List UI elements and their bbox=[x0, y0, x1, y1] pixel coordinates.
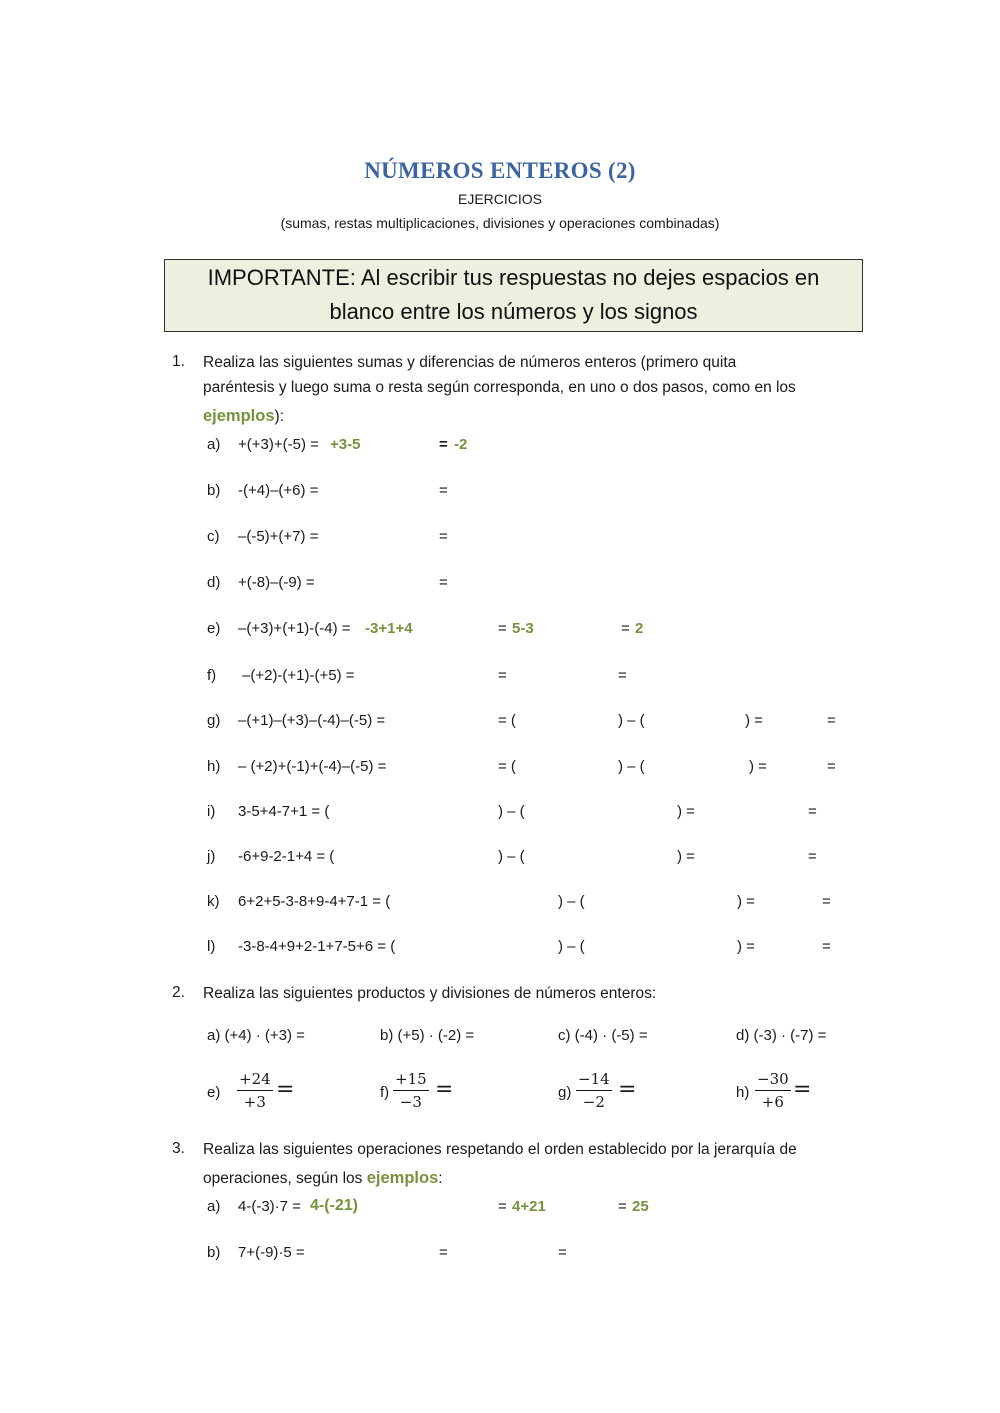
q1-b-expr: -(+4)–(+6) = bbox=[238, 482, 319, 499]
q1-examples-word: ejemplos bbox=[203, 407, 275, 425]
q1-k-part-2: ) – ( bbox=[558, 893, 585, 910]
q3-line-2 bbox=[203, 1166, 443, 1191]
q1-e-answer-2: 5-3 bbox=[512, 620, 534, 637]
q3-a-answer-2: 4+21 bbox=[512, 1198, 546, 1215]
q2-div-e-equals: = bbox=[276, 1077, 295, 1102]
q1-l-part-3: ) = bbox=[737, 938, 755, 955]
q2-div-f-numerator: +15 bbox=[393, 1070, 429, 1091]
q3-a-equals-1: = bbox=[498, 1198, 507, 1215]
q1-g-expr: –(+1)–(+3)–(-4)–(-5) = bbox=[238, 712, 386, 729]
q1-d-equals: = bbox=[439, 574, 448, 591]
q1-j-part-4: = bbox=[808, 848, 817, 865]
q1-l-part-2: ) – ( bbox=[558, 938, 585, 955]
q1-j-part-3: ) = bbox=[677, 848, 695, 865]
q1-h-label: h) bbox=[207, 758, 221, 775]
q1-j-expr: -6+9-2-1+4 = ( bbox=[238, 848, 335, 865]
q1-i-part-4: = bbox=[808, 803, 817, 820]
q2-product-a: a) (+4) · (+3) = bbox=[207, 1027, 305, 1044]
q1-i-part-2: ) – ( bbox=[498, 803, 525, 820]
q1-g-part-3: ) = bbox=[745, 712, 763, 729]
q2-number: 2. bbox=[172, 984, 185, 1001]
q2-text: Realiza las siguientes productos y divisiones de números enteros: bbox=[203, 985, 657, 1002]
q1-e-equals-2: = bbox=[621, 620, 630, 637]
q1-c-label: c) bbox=[207, 528, 220, 545]
q1-g-part-1: = ( bbox=[498, 712, 516, 729]
q1-k-label: k) bbox=[207, 893, 220, 910]
q2-product-d: d) (-3) · (-7) = bbox=[736, 1027, 827, 1044]
important-line-1: IMPORTANTE: Al escribir tus respuestas no dejes espacios en bbox=[207, 265, 820, 290]
q1-a-answer-1: +3-5 bbox=[330, 436, 361, 453]
q1-i-expr: 3-5+4-7+1 = ( bbox=[238, 803, 330, 820]
q2-div-f-label: f) bbox=[380, 1084, 390, 1101]
q2-product-c: c) (-4) · (-5) = bbox=[558, 1027, 648, 1044]
q3-a-expr: 4-(-3)·7 = bbox=[238, 1198, 301, 1215]
q3-b-expr: 7+(-9)·5 = bbox=[238, 1244, 305, 1261]
q2-div-h-numerator: −30 bbox=[755, 1070, 791, 1091]
q2-product-b: b) (+5) · (-2) = bbox=[380, 1027, 475, 1044]
q1-h-part-1: = ( bbox=[498, 758, 516, 775]
q2-div-e-fraction bbox=[237, 1070, 273, 1111]
important-notice bbox=[164, 259, 863, 332]
q1-d-expr: +(-8)–(-9) = bbox=[238, 574, 315, 591]
q2-div-g-label: g) bbox=[558, 1084, 572, 1101]
q1-k-expr: 6+2+5-3-8+9-4+7-1 = ( bbox=[238, 893, 391, 910]
subtitle-description: (sumas, restas multiplicaciones, divisiones y operaciones combinadas) bbox=[280, 215, 720, 231]
q1-k-part-4: = bbox=[822, 893, 831, 910]
q2-div-g-denominator: −2 bbox=[582, 1093, 605, 1111]
q1-h-part-2: ) – ( bbox=[618, 758, 645, 775]
q3-line-2-end: : bbox=[438, 1170, 443, 1187]
q1-h-part-3: ) = bbox=[749, 758, 767, 775]
q1-line-3 bbox=[203, 404, 284, 429]
q1-a-label: a) bbox=[207, 436, 221, 453]
q2-div-h-fraction bbox=[755, 1070, 791, 1111]
q1-f-equals-2: = bbox=[618, 667, 627, 684]
q1-d-label: d) bbox=[207, 574, 221, 591]
q1-h-expr: – (+2)+(-1)+(-4)–(-5) = bbox=[238, 758, 387, 775]
q3-b-equals-1: = bbox=[439, 1244, 448, 1261]
q1-a-answer-2: -2 bbox=[454, 436, 468, 453]
q1-b-equals: = bbox=[439, 482, 448, 499]
q3-line-2-start: operaciones, según los bbox=[203, 1170, 363, 1187]
q1-line-3-end: ): bbox=[274, 408, 284, 425]
q3-a-equals-2: = bbox=[618, 1198, 627, 1215]
q1-a-equals: = bbox=[439, 436, 448, 453]
q1-f-label: f) bbox=[207, 667, 217, 684]
q2-div-e-label: e) bbox=[207, 1084, 221, 1101]
q1-e-answer-3: 2 bbox=[635, 620, 644, 637]
q3-b-label: b) bbox=[207, 1244, 221, 1261]
q1-k-part-3: ) = bbox=[737, 893, 755, 910]
q1-line-1: Realiza las siguientes sumas y diferencias de números enteros (primero quita bbox=[203, 354, 737, 371]
q2-div-h-equals: = bbox=[793, 1077, 812, 1102]
q3-b-equals-2: = bbox=[558, 1244, 567, 1261]
q3-a-answer-1: 4-(-21) bbox=[310, 1197, 359, 1214]
q2-div-e-denominator: +3 bbox=[243, 1093, 266, 1111]
q1-l-label: l) bbox=[207, 938, 216, 955]
q3-a-label: a) bbox=[207, 1198, 221, 1215]
q1-g-part-2: ) – ( bbox=[618, 712, 645, 729]
q1-a-expr: +(+3)+(-5) = bbox=[238, 436, 319, 453]
q1-c-expr: –(-5)+(+7) = bbox=[238, 528, 319, 545]
q2-div-f-fraction bbox=[393, 1070, 429, 1111]
q1-line-2: paréntesis y luego suma o resta según corresponda, en uno o dos pasos, como en los bbox=[203, 379, 796, 396]
q1-j-part-2: ) – ( bbox=[498, 848, 525, 865]
q1-h-part-4: = bbox=[827, 758, 836, 775]
subtitle: EJERCICIOS bbox=[457, 191, 542, 207]
q3-number: 3. bbox=[172, 1140, 185, 1157]
q1-j-label: j) bbox=[207, 848, 216, 865]
page-title: NÚMEROS ENTEROS (2) bbox=[364, 158, 636, 183]
q2-div-g-fraction bbox=[576, 1070, 612, 1111]
q1-f-expr: –(+2)-(+1)-(+5) = bbox=[242, 667, 355, 684]
q1-b-label: b) bbox=[207, 482, 221, 499]
q1-i-label: i) bbox=[207, 803, 216, 820]
q2-div-g-numerator: −14 bbox=[576, 1070, 612, 1091]
q2-div-f-denominator: −3 bbox=[399, 1093, 422, 1111]
q3-line-1: Realiza las siguientes operaciones respetando el orden establecido por la jerarquía de bbox=[203, 1141, 797, 1158]
q1-f-equals-1: = bbox=[498, 667, 507, 684]
q1-e-equals-1: = bbox=[498, 620, 507, 637]
q1-g-part-4: = bbox=[827, 712, 836, 729]
q1-e-label: e) bbox=[207, 620, 221, 637]
q2-div-e-numerator: +24 bbox=[237, 1070, 273, 1091]
q1-l-part-4: = bbox=[822, 938, 831, 955]
q1-c-equals: = bbox=[439, 528, 448, 545]
q1-g-label: g) bbox=[207, 712, 221, 729]
q1-e-expr: –(+3)+(+1)-(-4) = bbox=[238, 620, 351, 637]
q1-l-expr: -3-8-4+9+2-1+7-5+6 = ( bbox=[238, 938, 396, 955]
q3-a-answer-3: 25 bbox=[632, 1198, 649, 1215]
q2-div-h-label: h) bbox=[736, 1084, 750, 1101]
q1-i-part-3: ) = bbox=[677, 803, 695, 820]
q1-e-answer-1: -3+1+4 bbox=[365, 620, 413, 637]
q2-div-f-equals: = bbox=[435, 1077, 454, 1102]
important-line-2: blanco entre los números y los signos bbox=[329, 299, 698, 324]
q2-div-g-equals: = bbox=[618, 1077, 637, 1102]
q2-div-h-denominator: +6 bbox=[761, 1093, 784, 1111]
q1-number: 1. bbox=[172, 353, 185, 370]
q3-examples-word: ejemplos bbox=[366, 1169, 439, 1187]
